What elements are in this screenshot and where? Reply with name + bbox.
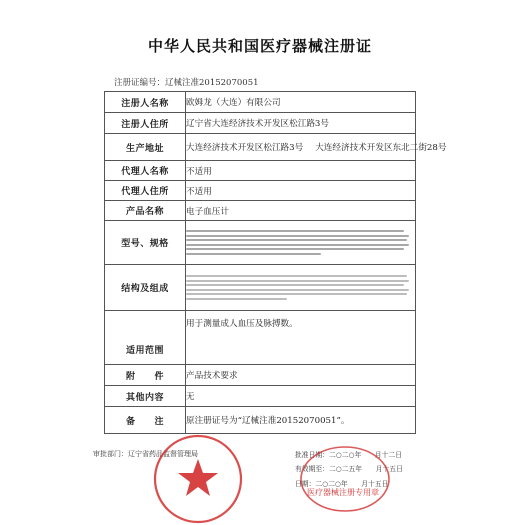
row-remarks xyxy=(105,407,416,434)
label-annex: 附 件 xyxy=(105,365,186,386)
row-registrant-name xyxy=(105,92,416,113)
production-address-2: 大连经济技术开发区东北二街28号 xyxy=(315,143,447,153)
value-other: 无 xyxy=(186,386,416,407)
label-registrant-address: 注册人住所 xyxy=(105,113,186,134)
registration-number xyxy=(114,76,259,88)
stamp-text: 医疗器械注册专用章 xyxy=(307,488,379,497)
registration-stamp-icon xyxy=(298,444,392,514)
value-structure xyxy=(186,265,416,311)
row-annex xyxy=(105,365,416,386)
label-agent-name: 代理人名称 xyxy=(105,161,186,181)
label-remarks: 备 注 xyxy=(105,407,186,434)
issue-date: 日期：二○二○年 月十五日 xyxy=(295,480,389,488)
value-annex: 产品技术要求 xyxy=(186,365,416,386)
value-registrant-name: 欧姆龙（大连）有限公司 xyxy=(186,92,416,113)
label-registrant-name: 注册人名称 xyxy=(105,92,186,113)
value-model-spec xyxy=(186,221,416,265)
approval-date: 批准日期：二○二○年 月十二日 xyxy=(295,451,403,459)
value-product-name: 电子血压计 xyxy=(186,201,416,221)
row-registrant-address xyxy=(105,113,416,134)
label-scope: 适用范围 xyxy=(105,311,186,365)
official-seal-icon xyxy=(152,433,244,525)
value-remarks: 原注册证号为“辽械注准20152070051”。 xyxy=(186,407,416,434)
row-agent-name xyxy=(105,161,416,181)
label-agent-address: 代理人住所 xyxy=(105,181,186,201)
certificate-title: 中华人民共和国医疗器械注册证 xyxy=(147,37,372,55)
label-production-address: 生产地址 xyxy=(105,134,186,161)
value-agent-name: 不适用 xyxy=(186,161,416,181)
value-scope: 用于测量成人血压及脉搏数。 xyxy=(186,311,416,365)
label-structure: 结构及组成 xyxy=(105,265,186,311)
production-address-1: 大连经济技术开发区松江路3号 xyxy=(186,143,304,153)
row-product-name xyxy=(105,201,416,221)
value-registrant-address: 辽宁省大连经济技术开发区松江路3号 xyxy=(186,113,416,134)
row-model-spec xyxy=(105,221,416,265)
row-other xyxy=(105,386,416,407)
row-production-address xyxy=(105,134,416,161)
valid-until: 有效期至：二○二五年 月十五日 xyxy=(295,465,403,473)
row-agent-address xyxy=(105,181,416,201)
approval-authority: 审批部门：辽宁省药品监督管理局 xyxy=(93,450,198,458)
registration-number-value: 辽械注准20152070051 xyxy=(165,78,259,88)
model-spec-text-block xyxy=(186,225,415,261)
value-production-address xyxy=(186,134,447,161)
label-other: 其他内容 xyxy=(105,386,186,407)
label-model-spec: 型号、规格 xyxy=(105,221,186,265)
row-scope xyxy=(105,311,416,365)
label-product-name: 产品名称 xyxy=(105,201,186,221)
certificate-table xyxy=(104,91,447,434)
registration-number-label: 注册证编号： xyxy=(114,78,166,88)
structure-text-block xyxy=(186,270,415,306)
row-structure xyxy=(105,265,416,311)
value-agent-address: 不适用 xyxy=(186,181,416,201)
